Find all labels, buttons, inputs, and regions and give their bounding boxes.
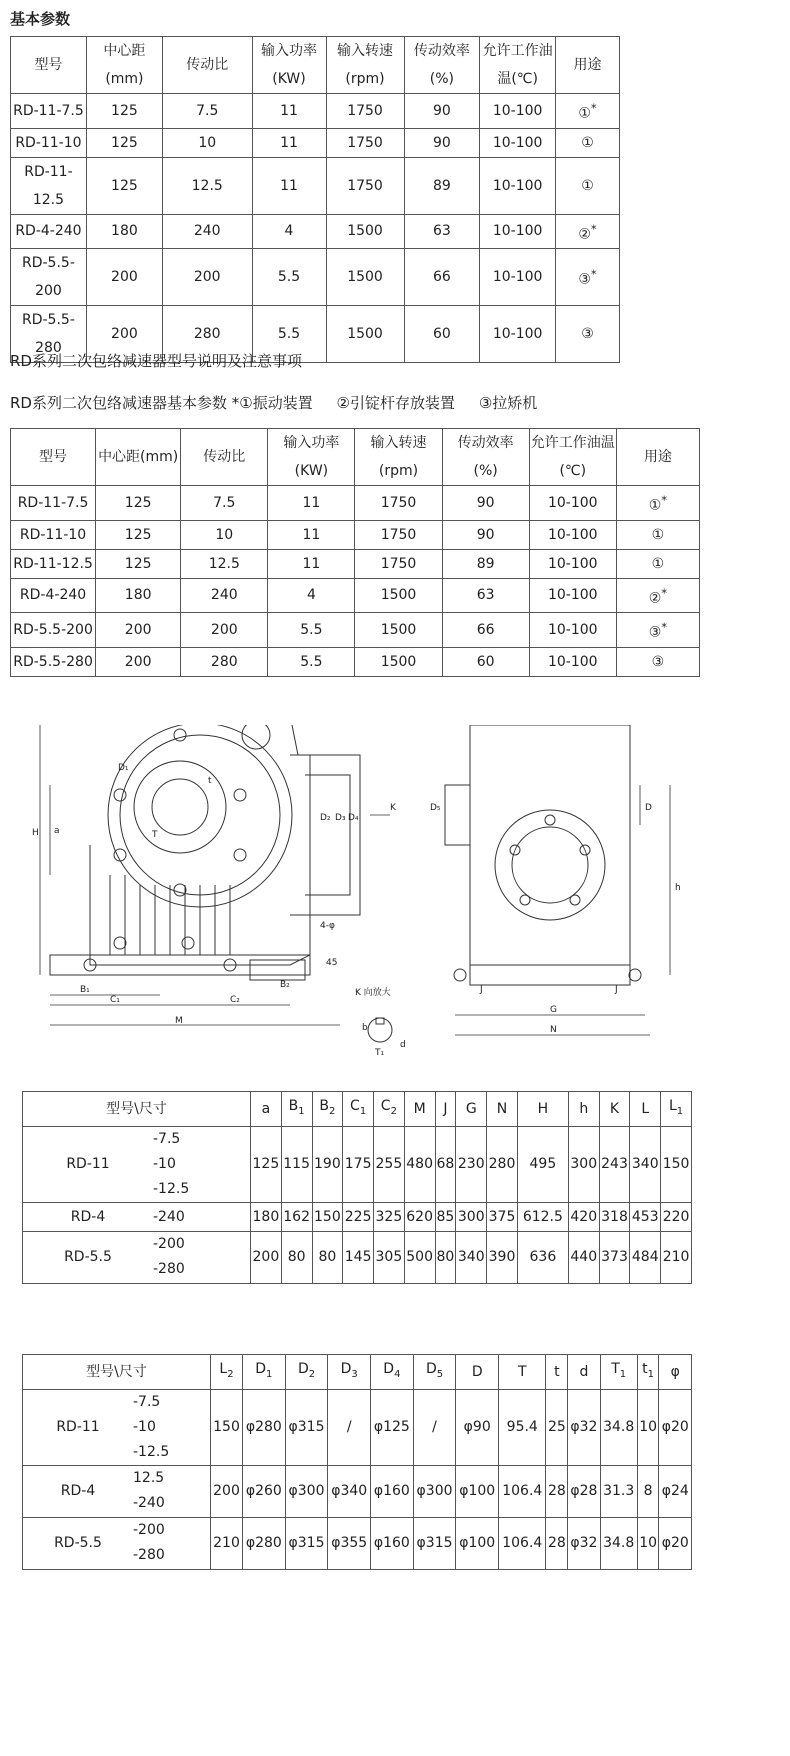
cooling-fins — [110, 875, 230, 955]
table-row: RD-11-10 125 10 11 1750 90 10-100 ① — [11, 520, 700, 549]
flange-circle-outer — [108, 725, 292, 907]
table-row: RD-5.5 -200 -280 210 φ280 φ315 φ355 φ160 φ315 φ100 106.4 28 φ32 34.8 10 φ20 — [23, 1517, 692, 1569]
label-a: a — [54, 826, 60, 836]
label-G: G — [550, 1005, 557, 1015]
label-N: N — [550, 1025, 557, 1035]
label-t: t — [208, 776, 212, 786]
basic-params-table-1 — [10, 36, 620, 363]
key-detail — [368, 1018, 392, 1042]
basic-params-table-2: 型号 中心距(mm) 传动比 输入功率 (KW) 输入转速 (rpm) 传动效率 (%) 允许工作油温 (℃) 用途 RD-11-7.5 125 7.5 11 1750 90 10-100 ①* RD-11-10 125 10 11 1750 90 10-100 ① RD-11-12.5 125 12.5 11 1750 89 10-100 ① RD-4-240 180 240 4 1500 63 10-100 ②* RD-5.5-200 200 200 5.5 1500 66 10-100 ③* RD-5.5-280 200 280 5.5 1500 60 10-100 ③ — [10, 428, 700, 677]
col-header-power: 输入功率 (KW) — [252, 37, 326, 94]
table-row: RD-4 -240 180 162 150 225 325 620 85 300 375 612.5 420 318 453 220 — [23, 1202, 692, 1231]
col-header-oil-temp: 允许工作油 温(℃) — [480, 37, 556, 94]
table-row: RD-4-240 180 240 4 1500 63 10-100 ②* — [11, 214, 620, 249]
shaft-circle-outer — [134, 761, 226, 853]
bolt-hole — [174, 884, 186, 896]
col-header-ratio: 传动比 — [162, 37, 252, 94]
bolt-hole — [545, 815, 555, 825]
foot-bolt — [629, 969, 641, 981]
bolt-hole — [174, 729, 186, 741]
reducer-dimension-drawing — [30, 725, 730, 1145]
label-C2: C₂ — [230, 995, 240, 1005]
label-45: 45 — [326, 958, 338, 968]
param-legend-line: RD系列二次包络减速器基本参数 *①振动装置 ②引锭杆存放装置 ③拉矫机 — [10, 394, 538, 412]
dimension-table-2: 型号\尺寸 $L_2$ $D_1$ $D_2$ $D_3$ $D_4$ $D_5$ D T t d $T_1$ $t_1$ φ RD-11 -7.5 -10 -12.5 150 φ280 φ315 / φ125 / φ90 95.4 25 φ32 34.8 10 φ20 RD-4 12.5 -240 200 φ260 φ300 φ340 φ160 φ300 φ100 106.4 28 φ28 31.3 8 φ24 RD-5.5 -200 -280 210 φ280 φ315 φ355 φ160 φ315 φ100 106.4 28 φ32 34.8 10 φ20 — [22, 1354, 692, 1570]
front-view — [40, 725, 390, 1025]
label-D3: D₃ — [335, 813, 346, 823]
foot-bolt — [454, 969, 466, 981]
table-row: RD-11 -7.5 -10 -12.5 125 115 190 175 255 480 68 230 280 495 300 243 340 150 — [23, 1126, 692, 1202]
foot-pad — [250, 960, 305, 980]
model-note-title: RD系列二次包络减速器型号说明及注意事项 — [10, 352, 302, 370]
section-title-basic: 基本参数 — [10, 10, 71, 28]
bolt-hole — [570, 895, 580, 905]
label-J-right: J — [615, 985, 618, 995]
col-header-center-distance: 中心距 (mm) — [86, 37, 162, 94]
table-row: RD-4-240 180 240 4 1500 63 10-100 ②* — [11, 578, 700, 613]
label-J-left: J — [480, 985, 483, 995]
motor-flange-inner — [305, 775, 350, 895]
col-header-speed: 输入转速 (rpm) — [326, 37, 404, 94]
foot-bolt — [114, 937, 126, 949]
label-D4: D₄ — [348, 813, 359, 823]
shaft-circle-inner — [152, 779, 208, 835]
col-header-efficiency: 传动效率 (%) — [404, 37, 480, 94]
key-detail-circle — [368, 1018, 392, 1042]
table-row: RD-5.5-200 200 200 5.5 1500 66 10-100 ③* — [11, 613, 700, 648]
table-row: RD-11- 12.5 125 12.5 11 1750 89 10-100 ① — [11, 157, 620, 214]
col-header-usage: 用途 — [556, 37, 620, 94]
side-flange-inner — [512, 827, 588, 903]
table-row: RD-11-7.5 125 7.5 11 1750 90 10-100 ①* — [11, 94, 620, 129]
k-view-detail-title: K 向放大 — [355, 988, 391, 998]
bolt-hole — [520, 895, 530, 905]
side-housing — [470, 725, 630, 965]
table-row: RD-5.5-280 200 280 5.5 1500 60 10-100 ③ — [11, 647, 700, 676]
label-K-arrow: K — [390, 803, 396, 813]
bolt-hole — [234, 789, 246, 801]
table-row: RD-11 -7.5 -10 -12.5 150 φ280 φ315 / φ125 / φ90 95.4 25 φ32 34.8 10 φ20 — [23, 1389, 692, 1465]
label-B1: B₁ — [80, 985, 90, 995]
foot-bolt — [182, 937, 194, 949]
table-row: RD-5.5- 200 200 200 5.5 1500 66 10-100 ③* — [11, 249, 620, 306]
bolt-hole — [234, 849, 246, 861]
side-view — [445, 725, 670, 1035]
label-C1: C₁ — [110, 995, 120, 1005]
table-row: RD-11-12.5 125 12.5 11 1750 89 10-100 ① — [11, 549, 700, 578]
label-T1: T₁ — [375, 1048, 385, 1058]
label-b: b — [362, 1023, 368, 1033]
label-d: d — [400, 1040, 406, 1050]
label-D2: D₂ — [320, 813, 331, 823]
table-row: RD-5.5 -200 -280 200 80 80 145 305 500 80 340 390 636 440 373 484 210 — [23, 1231, 692, 1283]
label-H: H — [32, 828, 39, 838]
bolt-hole — [114, 789, 126, 801]
key-detail-slot — [376, 1018, 384, 1024]
label-D1: D₁ — [118, 763, 129, 773]
dimension-table-1: 型号\尺寸 a $B_1$ $B_2$ $C_1$ $C_2$ M J G N H h K L $L_1$ RD-11 -7.5 -10 -12.5 125 115 190 175 255 480 68 230 280 495 300 243 340 150 RD-4 -240 180 162 150 225 325 620 85 300 375 612.5 420 318 453 220 RD-5.5 -200 -280 200 80 80 145 305 500 80 340 390 636 440 373 484 210 — [22, 1091, 692, 1284]
col-header-model: 型号 — [11, 37, 87, 94]
label-M: M — [175, 1016, 183, 1026]
table-row: RD-11-10 125 10 11 1750 90 10-100 ① — [11, 128, 620, 157]
label-B2: B₂ — [280, 980, 290, 990]
label-T: T — [152, 830, 158, 840]
label-4-phi: 4-φ — [320, 921, 335, 931]
flange-circle-inner — [120, 735, 280, 895]
table-row: RD-4 12.5 -240 200 φ260 φ300 φ340 φ160 φ300 φ100 106.4 28 φ28 31.3 8 φ24 — [23, 1465, 692, 1517]
lifting-eye — [242, 725, 270, 749]
label-D: D — [645, 803, 652, 813]
side-shaft-outline — [445, 735, 470, 965]
bolt-hole — [114, 849, 126, 861]
side-base — [470, 965, 630, 985]
label-h: h — [675, 883, 681, 893]
side-dimension-lines — [450, 725, 670, 1035]
label-D5: D₅ — [430, 803, 441, 813]
table-row: RD-5.5- 280 200 280 5.5 1500 60 10-100 ③ — [11, 306, 620, 363]
table-row: RD-11-7.5 125 7.5 11 1750 90 10-100 ①* — [11, 486, 700, 521]
